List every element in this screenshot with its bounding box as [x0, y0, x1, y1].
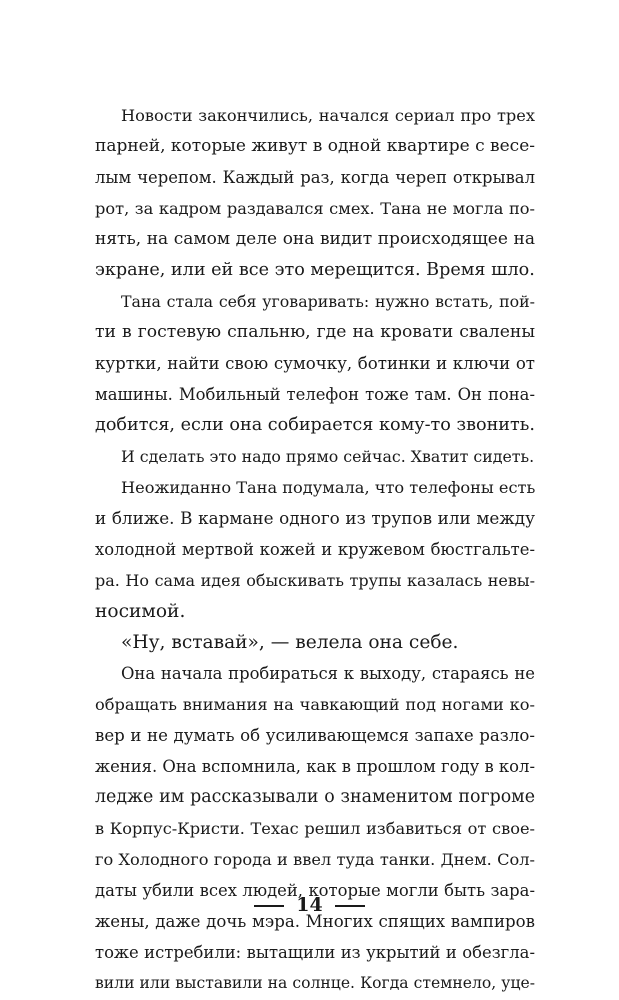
- text-line: рот, за кадром раздавался смех. Тана не могла по-: [95, 199, 535, 218]
- text-line: добится, если она собирается кому-то звонить.: [95, 415, 535, 435]
- text-line: машины. Мобильный телефон тоже там. Он пона-: [95, 385, 535, 404]
- page-body-text: [95, 100, 535, 999]
- text-line: куртки, найти свою сумочку, ботинки и ключи от: [95, 354, 535, 373]
- text-line: Неожиданно Тана подумала, что телефоны есть: [121, 478, 536, 497]
- text-line: Тана стала себя уговаривать: нужно встать, пой-: [121, 292, 535, 311]
- text-line: Новости закончились, начался сериал про трех: [121, 106, 535, 125]
- folio-right-dash: [335, 905, 365, 907]
- text-line: лым черепом. Каждый раз, когда череп открывал: [95, 168, 535, 187]
- text-line: го Холодного города и ввел туда танки. Днем. Сол-: [95, 850, 535, 869]
- text-line: жения. Она вспомнила, как в прошлом году в кол-: [95, 757, 535, 776]
- text-line: И сделать это надо прямо сейчас. Хватит сидеть.: [121, 447, 535, 466]
- page-number: 14: [296, 894, 323, 916]
- text-line: в Корпус-Кристи. Техас решил избавиться от свое-: [95, 819, 535, 838]
- text-line: «Ну, вставай», — велела она себе.: [121, 632, 459, 653]
- text-line: вер и не думать об усиливающемся запахе разло-: [95, 726, 535, 745]
- text-line: жены, даже дочь мэра. Многих спящих вампиров: [95, 912, 535, 931]
- text-line: холодной мертвой кожей и кружевом бюстгальте-: [95, 540, 535, 559]
- text-line: обращать внимания на чавкающий под ногами ко-: [95, 695, 535, 714]
- text-line: носимой.: [95, 601, 186, 622]
- text-line: тоже истребили: вытащили из укрытий и обезгла-: [95, 943, 535, 962]
- page-folio: [0, 893, 619, 917]
- text-line: Она начала пробираться к выходу, стараясь не: [121, 664, 535, 683]
- text-line: нять, на самом деле она видит происходящее на: [95, 229, 535, 249]
- text-line: ти в гостевую спальню, где на кровати свалены: [95, 322, 535, 342]
- text-line: и ближе. В кармане одного из трупов или между: [95, 508, 535, 528]
- text-line: парней, которые живут в одной квартире с весе-: [95, 136, 535, 156]
- folio-left-dash: [254, 905, 284, 907]
- text-line: ра. Но сама идея обыскивать трупы казалась невы-: [95, 571, 535, 590]
- text-line: ледже им рассказывали о знаменитом погроме: [95, 787, 535, 807]
- text-line: даты убили всех людей, которые могли быть зара-: [95, 881, 535, 900]
- text-line: вили или выставили на солнце. Когда стемнело, уце-: [95, 974, 535, 992]
- text-line: экране, или ей все это мерещится. Время шло.: [95, 260, 535, 280]
